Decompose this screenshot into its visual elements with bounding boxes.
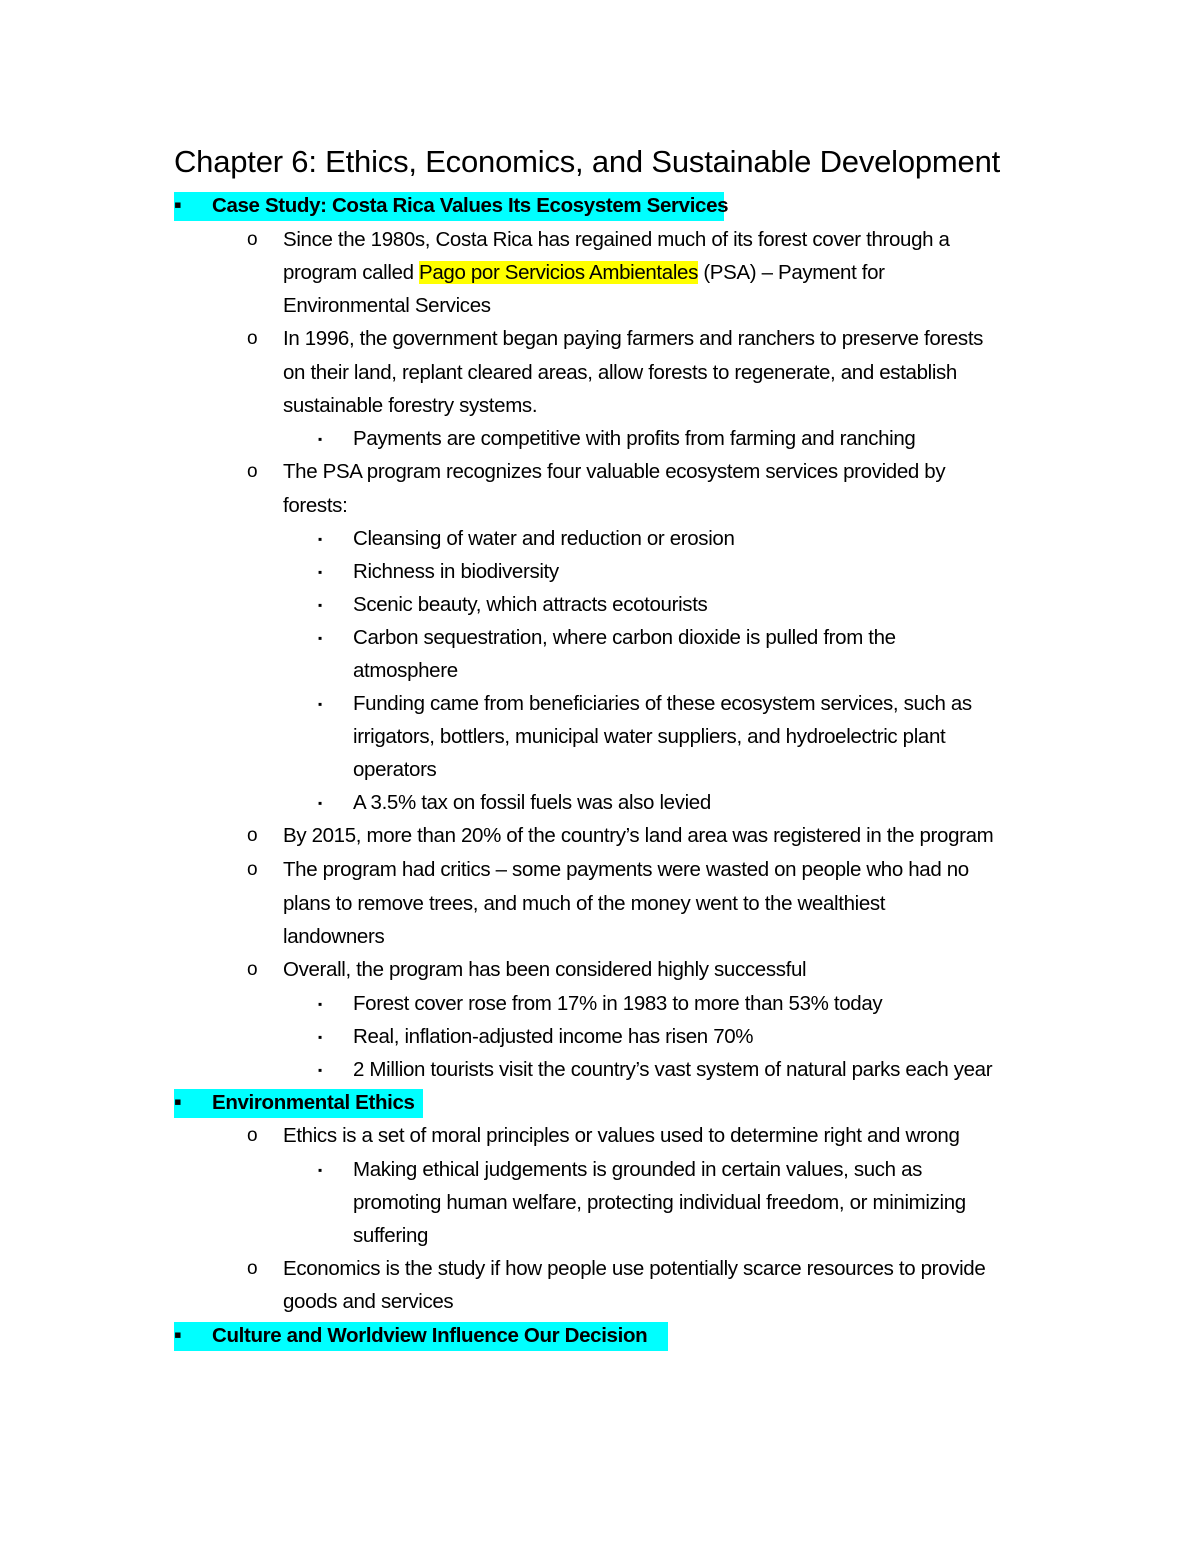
bullet-marker: ▪	[318, 1163, 323, 1177]
bullet-marker: ▪	[318, 697, 323, 711]
list-item-line: goods and services	[283, 1290, 454, 1313]
list-item: By 2015, more than 20% of the country’s land area was registered in the program	[283, 824, 994, 847]
page-title: Chapter 6: Ethics, Economics, and Sustainable Development	[174, 144, 1001, 179]
bullet-marker: o	[247, 959, 258, 980]
list-item-line	[283, 259, 885, 287]
bullet-marker: ▪	[174, 192, 182, 217]
bullet-marker: o	[247, 825, 258, 846]
list-item-line: Environmental Services	[283, 294, 491, 317]
list-item-line: forests:	[283, 494, 348, 517]
bullet-marker: o	[247, 328, 258, 349]
sub-list-item-line: irrigators, bottlers, municipal water suppliers, and hydroelectric plant	[353, 725, 946, 748]
bullet-marker: o	[247, 1258, 258, 1279]
sub-list-item: Forest cover rose from 17% in 1983 to more than 53% today	[353, 992, 883, 1015]
list-item: Since the 1980s, Costa Rica has regained much of its forest cover through a	[283, 228, 950, 251]
sub-list-item-line: promoting human welfare, protecting individual freedom, or minimizing	[353, 1191, 966, 1214]
highlighted-term: Pago por Servicios Ambientales	[419, 261, 698, 284]
list-item: Ethics is a set of moral principles or values used to determine right and wrong	[283, 1124, 960, 1147]
list-item: In 1996, the government began paying farmers and ranchers to preserve forests	[283, 327, 984, 350]
sub-list-item: A 3.5% tax on fossil fuels was also levied	[353, 791, 711, 814]
bullet-marker: o	[247, 461, 258, 482]
list-item-text: (PSA) – Payment for	[697, 261, 885, 284]
sub-list-item-line: atmosphere	[353, 659, 458, 682]
list-item-line: plans to remove trees, and much of the money went to the wealthiest	[283, 892, 886, 915]
bullet-marker: ▪	[318, 565, 323, 579]
section-heading: Culture and Worldview Influence Our Decision	[212, 1324, 648, 1347]
section-heading: Case Study: Costa Rica Values Its Ecosystem Services	[212, 194, 729, 217]
bullet-marker: o	[247, 859, 258, 880]
sub-list-item: Carbon sequestration, where carbon dioxide is pulled from the	[353, 626, 896, 649]
sub-list-item: Real, inflation-adjusted income has risen 70%	[353, 1025, 754, 1048]
list-item: Overall, the program has been considered highly successful	[283, 958, 807, 981]
sub-list-item: Payments are competitive with profits from farming and ranching	[353, 427, 916, 450]
list-item-line: sustainable forestry systems.	[283, 394, 538, 417]
bullet-marker: o	[247, 1125, 258, 1146]
sub-list-item: Richness in biodiversity	[353, 560, 559, 583]
bullet-marker: ▪	[318, 796, 323, 810]
list-item-line: landowners	[283, 925, 385, 948]
sub-list-item: Making ethical judgements is grounded in certain values, such as	[353, 1158, 923, 1181]
bullet-marker: ▪	[174, 1089, 182, 1114]
sub-list-item: Scenic beauty, which attracts ecotourists	[353, 593, 708, 616]
bullet-marker: ▪	[318, 1063, 323, 1077]
bullet-marker: ▪	[318, 997, 323, 1011]
section-heading: Environmental Ethics	[212, 1091, 415, 1114]
sub-list-item: Cleansing of water and reduction or erosion	[353, 527, 735, 550]
list-item-line: on their land, replant cleared areas, allow forests to regenerate, and establish	[283, 361, 957, 384]
bullet-marker: ▪	[174, 1322, 182, 1347]
sub-list-item-line: suffering	[353, 1224, 429, 1247]
sub-list-item: 2 Million tourists visit the country’s vast system of natural parks each year	[353, 1058, 993, 1081]
bullet-marker: ▪	[318, 1030, 323, 1044]
sub-list-item: Funding came from beneficiaries of these ecosystem services, such as	[353, 692, 972, 715]
bullet-marker: ▪	[318, 532, 323, 546]
bullet-marker: ▪	[318, 432, 323, 446]
bullet-marker: ▪	[318, 598, 323, 612]
list-item: The program had critics – some payments were wasted on people who had no	[283, 858, 969, 881]
sub-list-item-line: operators	[353, 758, 437, 781]
bullet-marker: ▪	[318, 631, 323, 645]
list-item: The PSA program recognizes four valuable ecosystem services provided by	[283, 460, 946, 483]
bullet-marker: o	[247, 229, 258, 250]
list-item: Economics is the study if how people use potentially scarce resources to provide	[283, 1257, 986, 1280]
list-item-text: program called	[283, 261, 420, 284]
